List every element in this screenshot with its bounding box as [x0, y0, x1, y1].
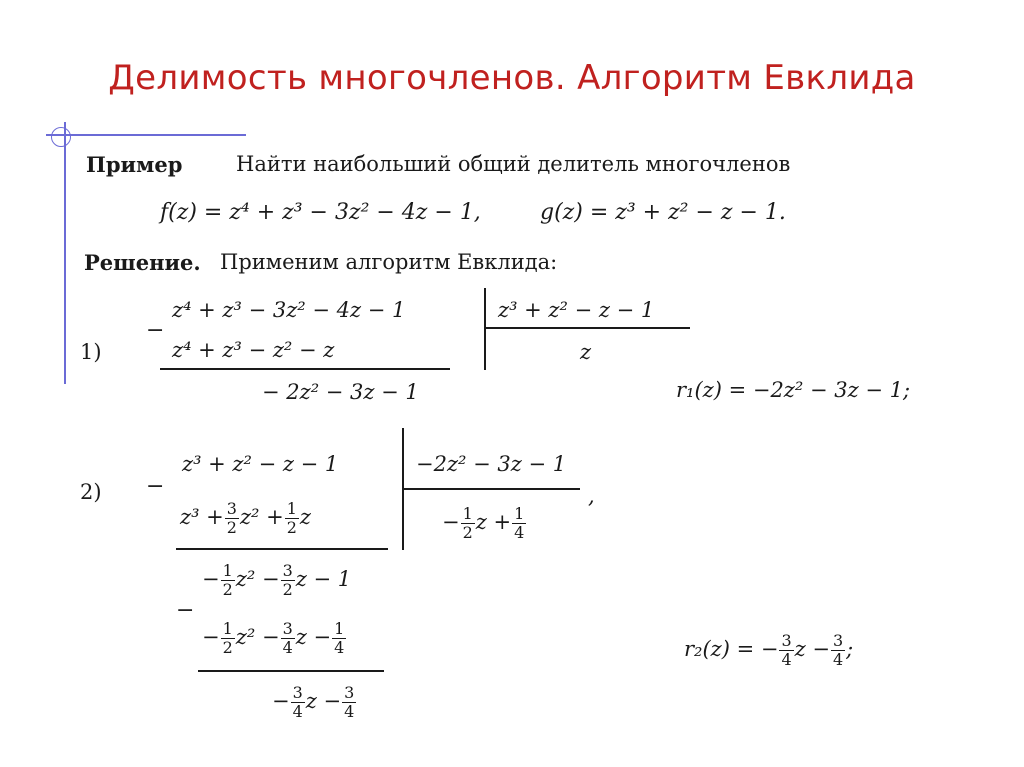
step1-number: 1) — [80, 340, 102, 364]
step2-divisor-rule — [402, 488, 580, 490]
step1-subtrahend: z⁴ + z³ − z² − z — [172, 338, 335, 362]
fraction-one-quarter: $\frac{1}{4}$ — [514, 504, 525, 542]
step2-subtraction-rule — [176, 548, 388, 550]
step2-second-subtrahend: − $\frac{1}{2}$ z² − $\frac{3}{4}$ z − $\frac{1}{4}$ — [202, 619, 345, 657]
step2-subtrahend: z³ + $\frac{3}{2}$ z² + $\frac{1}{2}$ z — [180, 499, 311, 537]
fraction-three-halves: $\frac{3}{2}$ — [282, 561, 293, 599]
solution-text: Применим алгоритм Евклида: — [220, 250, 558, 274]
step1-minus: − — [146, 318, 165, 343]
step2-remainder: − $\frac{3}{4}$ z − $\frac{3}{4}$ — [272, 683, 355, 721]
step2-minus: − — [146, 474, 165, 499]
fraction-three-quarters: $\frac{3}{4}$ — [292, 683, 303, 721]
step1-dividend: z⁴ + z³ − 3z² − 4z − 1 — [172, 298, 406, 322]
vertical-guide-line — [64, 122, 66, 384]
circle-guide-mark — [51, 127, 71, 147]
step2-partial-remainder: − $\frac{1}{2}$ z² − $\frac{3}{2}$ z − 1 — [202, 561, 352, 599]
step1-divisor-rule — [484, 327, 690, 329]
fraction-three-quarters: $\frac{3}{4}$ — [781, 631, 792, 669]
fraction-one-half: $\frac{1}{2}$ — [462, 504, 473, 542]
fraction-one-half: $\frac{1}{2}$ — [222, 561, 233, 599]
slide-title: Делимость многочленов. Алгоритм Евклида — [108, 58, 916, 98]
step2-number: 2) — [80, 480, 102, 504]
step1-result: r₁(z) = −2z² − 3z − 1; — [676, 378, 911, 402]
polynomial-g: g(z) = z³ + z² − z − 1. — [540, 200, 786, 225]
step2-divisor: −2z² − 3z − 1 — [416, 452, 567, 476]
fraction-one-half: $\frac{1}{2}$ — [286, 499, 297, 537]
quotient-term: z + — [475, 510, 512, 534]
fraction-one-quarter: $\frac{1}{4}$ — [334, 619, 345, 657]
step2-result: r₂(z) = − $\frac{3}{4}$ z − $\frac{3}{4}$ ; — [684, 631, 854, 669]
quotient-minus: − — [442, 510, 460, 534]
fraction-three-quarters: $\frac{3}{4}$ — [344, 683, 355, 721]
fraction-one-half: $\frac{1}{2}$ — [222, 619, 233, 657]
example-text: Найти наибольший общий делитель многочленов — [236, 152, 791, 176]
step1-quotient: z — [580, 340, 592, 364]
step1-remainder: − 2z² − 3z − 1 — [262, 380, 419, 404]
solution-label: Решение. — [84, 250, 201, 275]
step1-subtraction-rule — [160, 368, 450, 370]
step2-comma: , — [588, 484, 595, 508]
horizontal-guide-line — [46, 134, 246, 136]
step2-quotient — [442, 505, 527, 542]
step1-divisor: z³ + z² − z − 1 — [498, 298, 655, 322]
polynomial-f: f(z) = z⁴ + z³ − 3z² − 4z − 1, — [160, 200, 481, 225]
fraction-three-quarters: $\frac{3}{4}$ — [832, 631, 844, 669]
fraction-three-quarters: $\frac{3}{4}$ — [282, 619, 293, 657]
step2-second-minus: − — [176, 598, 195, 623]
step2-dividend: z³ + z² − z − 1 — [182, 452, 339, 476]
step2-second-subtraction-rule — [198, 670, 384, 672]
example-label: Пример — [86, 152, 183, 177]
fraction-three-halves: $\frac{3}{2}$ — [226, 499, 237, 537]
step1-division-bar — [484, 288, 486, 370]
